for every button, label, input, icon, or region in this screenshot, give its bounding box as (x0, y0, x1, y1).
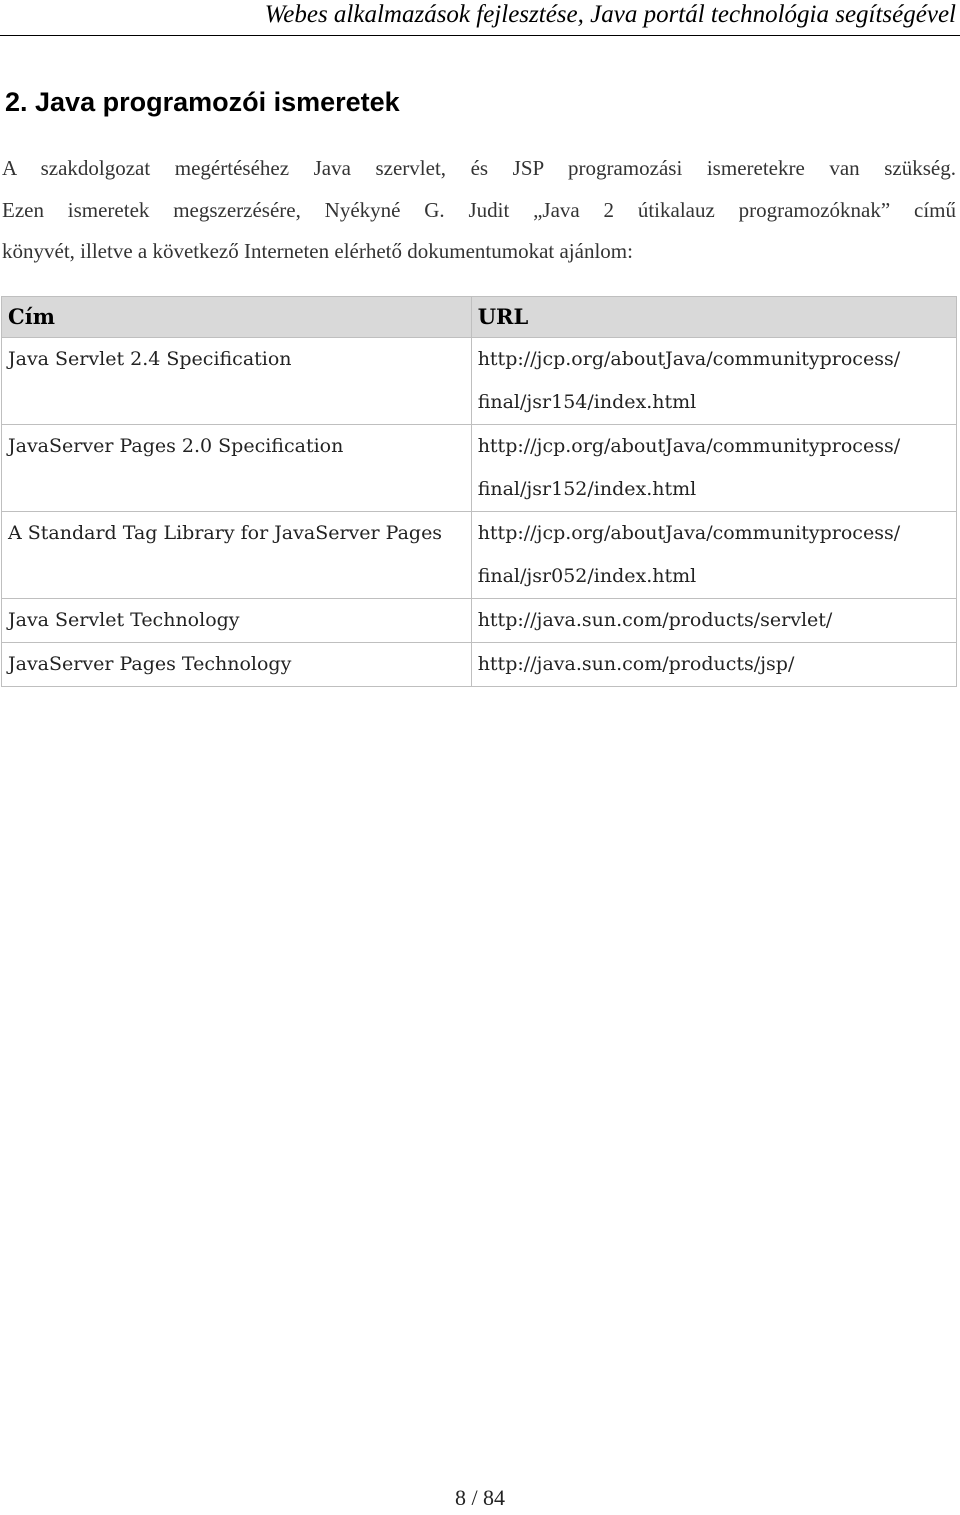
table-row (2, 512, 957, 599)
intro-line: Ezen ismeretek megszerzésére, Nyékyné G. Judit „Java 2 útikalauz programozóknak” című (2, 197, 956, 222)
cell-title: JavaServer Pages 2.0 Specification (2, 425, 472, 512)
url-line: final/jsr052/index.html (477, 565, 697, 587)
running-header: Webes alkalmazások fejlesztése, Java portál technológia segítségével (264, 1, 956, 28)
cell-url (471, 512, 956, 599)
column-header-title: Cím (2, 297, 472, 338)
cell-title: Java Servlet Technology (2, 599, 472, 643)
cell-url (471, 643, 956, 687)
cell-url (471, 599, 956, 643)
table-header-row (2, 297, 957, 338)
references-table (1, 296, 957, 687)
table-row (2, 643, 957, 687)
intro-line: könyvét, illetve a következő Interneten elérhető dokumentumokat ajánlom: (2, 239, 633, 263)
section-heading: 2. Java programozói ismeretek (5, 87, 400, 117)
url-line: http://jcp.org/aboutJava/communityprocess/ (477, 348, 901, 370)
url-line: final/jsr152/index.html (477, 478, 697, 500)
url-line: http://java.sun.com/products/servlet/ (477, 609, 833, 631)
header-rule (0, 35, 960, 36)
url-line: http://java.sun.com/products/jsp/ (477, 653, 795, 675)
page-number: 8 / 84 (454, 1485, 506, 1510)
table-row (2, 338, 957, 425)
cell-url (471, 338, 956, 425)
cell-title: JavaServer Pages Technology (2, 643, 472, 687)
column-header-url: URL (471, 297, 956, 338)
url-line: http://jcp.org/aboutJava/communityprocess/ (477, 522, 901, 544)
table-row (2, 599, 957, 643)
cell-url (471, 425, 956, 512)
cell-title: A Standard Tag Library for JavaServer Pages (2, 512, 472, 599)
intro-paragraph (2, 148, 956, 273)
cell-title: Java Servlet 2.4 Specification (2, 338, 472, 425)
table-row (2, 425, 957, 512)
url-line: http://jcp.org/aboutJava/communityprocess/ (477, 435, 901, 457)
intro-line: A szakdolgozat megértéséhez Java szervlet, és JSP programozási ismeretekre van szükség. (2, 156, 956, 180)
url-line: final/jsr154/index.html (477, 391, 697, 413)
